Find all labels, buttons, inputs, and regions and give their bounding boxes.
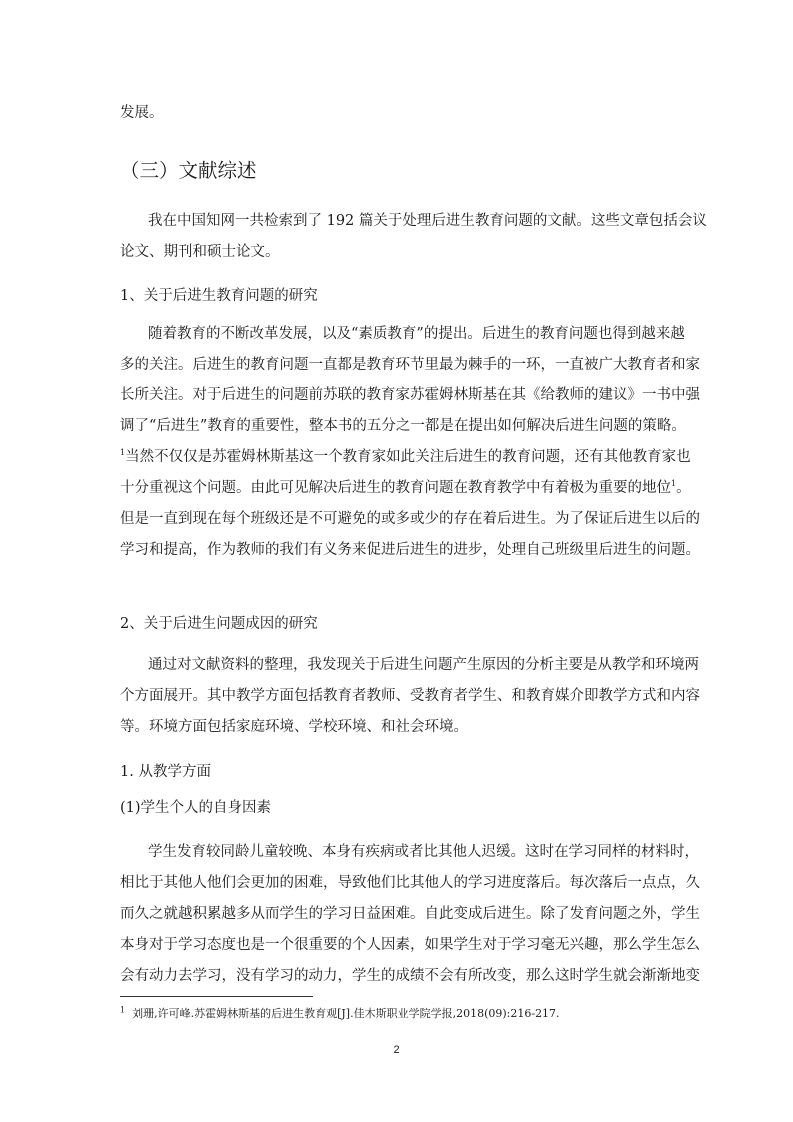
footnote-number: 1 <box>120 1005 126 1015</box>
paragraph-line: 学习和提高，作为教师的我们有义务来促进后进生的进步，处理自己班级里后进生的问题。 <box>120 542 700 558</box>
paragraph-line: 十分重视这个问题。由此可见解决后进生的教育问题在教育教学中有着极为重要的地位$^1$。 <box>120 479 691 496</box>
footnote <box>120 1006 560 1022</box>
footnote-text: 刘珊,许可峰.苏霍姆林斯基的后进生教育观[J].佳木斯职业学院学报,2018(09):216-217. <box>132 1007 560 1020</box>
paragraph-line: 长所关注。对于后进生的问题前苏联的教育家苏霍姆林斯基在其《给教师的建议》一书中强 <box>120 387 700 403</box>
paragraph-fragment: 发展。 <box>120 105 164 121</box>
paragraph-line: 会有动力去学习，没有学习的动力，学生的成绩不会有所改变，那么这时学生就会渐渐地变 <box>120 968 700 984</box>
footnote-separator <box>120 996 313 997</box>
intro-line: 论文、期刊和硕士论文。 <box>120 244 280 260</box>
paragraph-line: 调了“后进生”教育的重要性，整本书的五分之一都是在提出如何解决后进生问题的策略。 <box>120 418 686 434</box>
paragraph-line: 但是一直到现在每个班级还是不可避免的或多或少的存在着后进生。为了保证后进生以后的 <box>120 511 700 527</box>
paragraph-line: 而久之就越积累越多从而学生的学习日益困难。自此变成后进生。除了发育问题之外，学生 <box>120 906 700 922</box>
footnote-marker[interactable]: 1 <box>671 479 677 489</box>
paragraph-line: 学生发育较同龄儿童较晚、本身有疾病或者比其他人迟缓。这时在学习同样的材料时， <box>148 844 699 860</box>
paragraph-line: 随着教育的不断改革发展，以及“素质教育”的提出。后进生的教育问题也得到越来越 <box>148 326 685 342</box>
footnote-marker[interactable]: 1 <box>120 448 126 458</box>
paragraph-line: 多的关注。后进生的教育问题一直都是教育环节里最为棘手的一环，一直被广大教育者和家 <box>120 357 700 373</box>
paragraph-line: 通过对文献资料的整理，我发现关于后进生问题产生原因的分析主要是从教学和环境两 <box>148 657 699 673</box>
page-number: 2 <box>393 1044 400 1056</box>
paragraph-line: 个方面展开。其中教学方面包括教育者教师、受教育者学生、和教育媒介即教学方式和内容 <box>120 688 700 704</box>
paragraph-line: $^1$当然不仅仅是苏霍姆林斯基这一个教育家如此关注后进生的教育问题，还有其他教育家也 <box>120 448 691 465</box>
paragraph-line: 本身对于学习态度也是一个很重要的个人因素，如果学生对于学习毫无兴趣，那么学生怎么 <box>120 937 700 953</box>
paragraph-line: 等。环境方面包括家庭环境、学校环境、和社会环境。 <box>120 719 468 735</box>
intro-line: 我在中国知网一共检索到了 192 篇关于处理后进生教育问题的文献。这些文章包括会议 <box>148 213 707 229</box>
section-heading: （三）文献综述 <box>120 159 257 182</box>
list-item: 1. 从教学方面 <box>120 764 211 780</box>
subsection-heading-2: 2、关于后进生问题成因的研究 <box>120 616 318 632</box>
list-subitem: (1)学生个人的自身因素 <box>120 800 272 816</box>
subsection-heading-1: 1、关于后进生教育问题的研究 <box>120 288 318 304</box>
paragraph-line: 相比于其他人他们会更加的困难，导致他们比其他人的学习进度落后。每次落后一点点，久 <box>120 875 700 891</box>
